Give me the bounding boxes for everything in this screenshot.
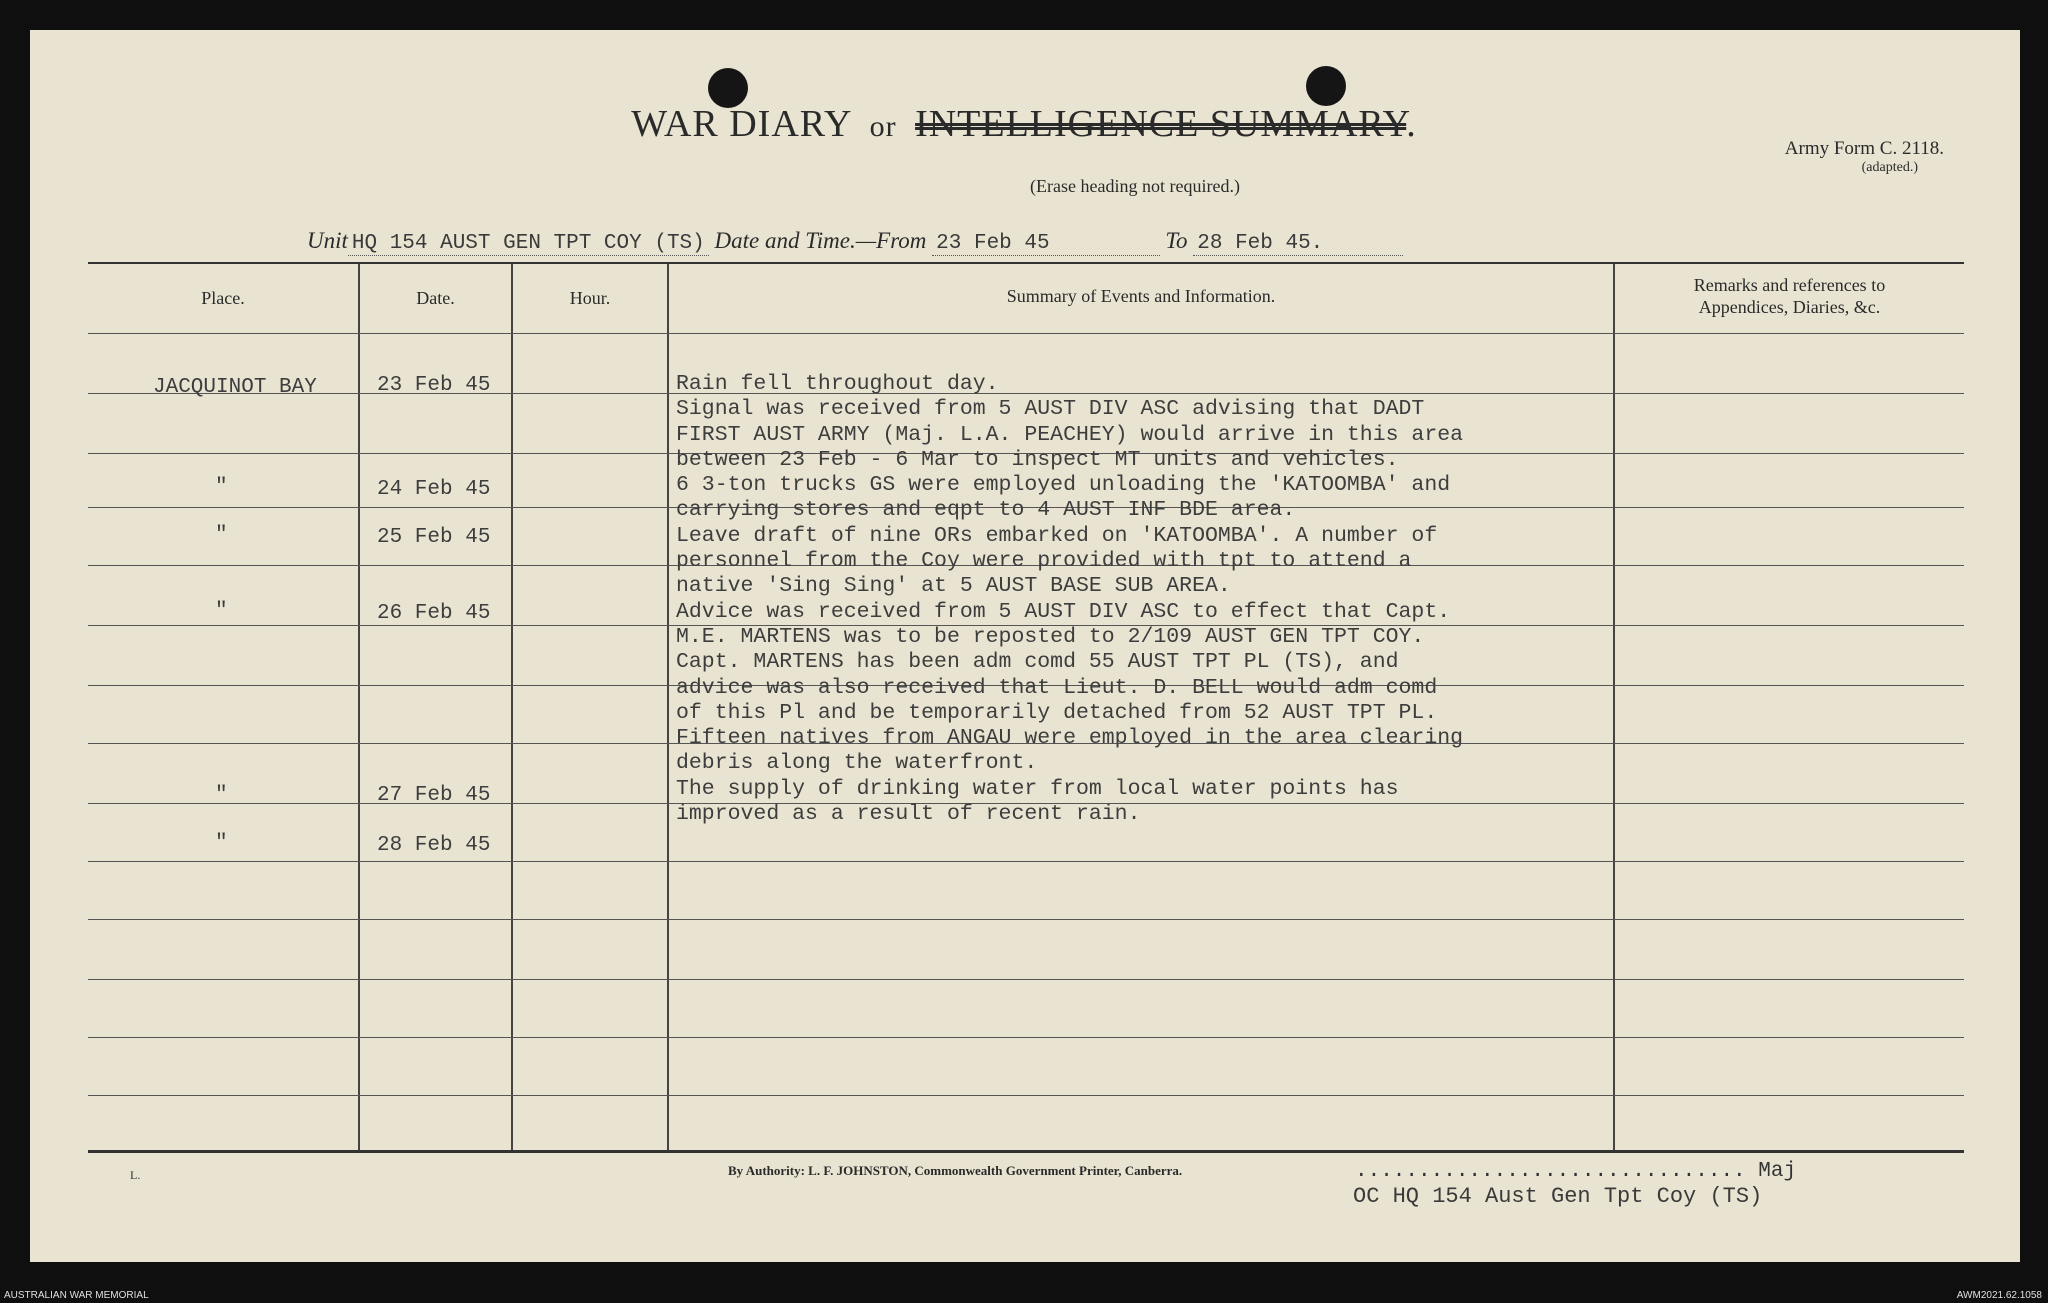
entry-date: 23 Feb 45 — [377, 374, 491, 397]
remarks-header-line2: Appendices, Diaries, &c. — [1698, 297, 1881, 317]
rule-line — [88, 979, 1964, 980]
unit-line — [307, 228, 1403, 255]
entry-date: 25 Feb 45 — [377, 526, 491, 549]
entry-place: JACQUINOT BAY — [153, 376, 317, 399]
form-number-text: Army Form C. 2118. — [1784, 138, 1944, 159]
title-or: or — [869, 110, 897, 143]
from-value: 23 Feb 45 — [932, 232, 1159, 256]
rule-header-bottom — [88, 333, 1964, 334]
signature-dots: ............................... Maj — [1355, 1160, 1797, 1183]
entry-date: 28 Feb 45 — [377, 834, 491, 857]
punch-hole-right — [1306, 66, 1346, 106]
title-main: WAR DIARY — [631, 103, 852, 145]
column-divider-date — [511, 264, 513, 1150]
archive-caption-left: AUSTRALIAN WAR MEMORIAL — [4, 1290, 149, 1301]
column-divider-place — [358, 264, 360, 1150]
table-bottom-rule — [88, 1150, 1964, 1153]
column-header-place: Place. — [201, 288, 245, 308]
rule-line — [88, 1095, 1964, 1096]
rule-line — [88, 1037, 1964, 1038]
to-label: To — [1165, 228, 1188, 253]
printer-authority: By Authority: L. F. JOHNSTON, Commonwealth Government Printer, Canberra. — [728, 1163, 1183, 1178]
archive-caption-right: AWM2021.62.1058 — [1956, 1290, 2042, 1301]
title-struck: INTELLIGENCE SUMMARY — [915, 103, 1407, 145]
datetime-label: Date and Time.—From — [714, 228, 927, 253]
column-header-remarks — [1615, 274, 1964, 318]
signature-line: OC HQ 154 Aust Gen Tpt Coy (TS) — [1353, 1184, 1763, 1209]
column-divider-summary — [1613, 264, 1615, 1150]
form-adapted: (adapted.) — [1861, 160, 1918, 175]
title-period: . — [1406, 103, 1417, 145]
to-value: 28 Feb 45. — [1193, 232, 1403, 256]
entry-place: " — [215, 524, 228, 547]
entry-place: " — [215, 600, 228, 623]
page-title — [0, 102, 2048, 146]
entry-place: " — [215, 784, 228, 807]
form-number — [1785, 138, 1944, 176]
summary-of-events: Rain fell throughout day. Signal was received from 5 AUST DIV ASC advising that DADT FIRST AUST ARMY (Maj. L.A. PEACHEY) would arrive in this area between 23 Feb - 6 Mar to inspect MT units and vehicles. 6 3-ton trucks GS were employed unloading the 'KATOOMBA' and carrying stores and eqpt to 4 AUST INF BDE area. Leave draft of nine ORs embarked on 'KATOOMBA'. A number of personnel from the Coy were provided with tpt to attend a native 'Sing Sing' at 5 AUST BASE SUB AREA. Advice was received from 5 AUST DIV ASC to effect that Capt. M.E. MARTENS was to be reposted to 2/109 AUST GEN TPT COY. Capt. MARTENS has been adm comd 55 AUST TPT PL (TS), and advice was also received that Lieut. D. BELL would adm comd of this Pl and be temporarily detached from 52 AUST TPT PL. Fifteen natives from ANGAU were employed in the area clearing debris along the waterfront. The supply of drinking water from local water points has improved as a result of recent rain. — [676, 372, 1464, 827]
column-header-summary: Summary of Events and Information. — [1006, 286, 1276, 306]
rule-line — [88, 861, 1964, 862]
column-divider-hour — [667, 264, 669, 1150]
unit-value: HQ 154 AUST GEN TPT COY (TS) — [348, 232, 709, 256]
unit-label: Unit — [307, 228, 348, 253]
remarks-header-line1: Remarks and references to — [1693, 275, 1886, 295]
entry-place: " — [215, 832, 228, 855]
entry-date: 27 Feb 45 — [377, 784, 491, 807]
page-subtitle: (Erase heading not required.) — [1030, 176, 1240, 196]
rule-line — [88, 919, 1964, 920]
column-header-hour: Hour. — [569, 288, 611, 308]
column-header-date: Date. — [416, 288, 455, 308]
form-code: L. — [130, 1168, 141, 1182]
entry-place: " — [215, 476, 228, 499]
entry-date: 26 Feb 45 — [377, 602, 491, 625]
table-top-rule — [88, 262, 1964, 264]
entry-date: 24 Feb 45 — [377, 478, 491, 501]
